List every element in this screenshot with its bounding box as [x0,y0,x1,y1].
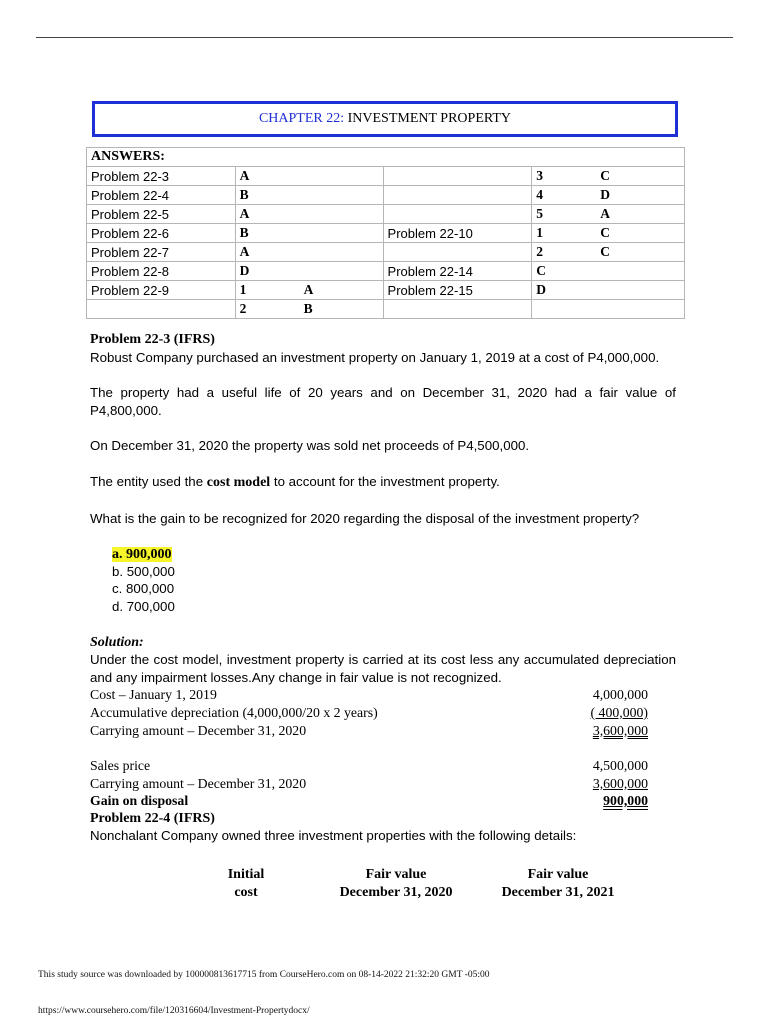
cell-text: Problem 22-6 [91,225,170,241]
column-header [488,866,628,902]
answers-cell [383,243,532,262]
answers-body [87,167,685,319]
answers-cell [235,243,383,262]
calc-label: Accumulative depreciation (4,000,000/20 x 2 years) [90,704,378,720]
answers-cell [87,186,236,205]
answers-cell [235,262,383,281]
calc-row [90,722,648,740]
cell-text: 2 [239,301,247,316]
problem-4-title: Problem 22-4 (IFRS) [90,810,215,826]
calc-label: Sales price [90,758,151,774]
cell-text: 4 [536,187,543,202]
download-notice: This study source was downloaded by 100000813617715 from CourseHero.com on 08-14-2022 21:32:20 GMT -05:00 [38,970,490,980]
cell-text: C [600,244,610,259]
answers-cell [383,167,532,186]
calc-row [90,757,648,775]
calc-amount: 3,600,000 [592,722,648,738]
document-body [90,331,676,845]
calc-row [90,704,648,722]
cell-text: Problem 22-9 [91,282,170,298]
cell-text: 1 [536,225,543,240]
answers-cell [383,205,532,224]
answers-cell [383,281,532,300]
calc-row [90,686,648,704]
problem-4-text: Nonchalant Company owned three investment properties with the following details: [90,828,577,844]
choices-list [90,545,676,615]
calc-label: Gain on disposal [90,793,189,809]
header-line: December 31, 2020 [339,885,453,900]
cell-text: A [239,244,250,259]
calc-label: Carrying amount – December 31, 2020 [90,775,307,791]
answers-cell [87,205,236,224]
cell-text: D [239,263,250,278]
choice-item: b. 500,000 [112,563,175,579]
cell-text: Problem 22-7 [91,244,170,260]
answers-row [87,300,685,319]
text-run: to account for the investment property. [270,473,500,489]
answers-cell [235,224,383,243]
cell-text: B [303,301,313,316]
cell-text: A [239,206,250,221]
cell-text: 5 [536,206,543,221]
calc-row [90,775,648,793]
answers-header: ANSWERS: [87,148,685,167]
calc-label: Carrying amount – December 31, 2020 [90,722,307,738]
answers-cell [532,167,685,186]
problem-3-paragraph: The property had a useful life of 20 years and on December 31, 2020 had a fair value of P4,800,000. [90,385,676,418]
cell-text: Problem 22-14 [387,263,473,279]
header-line: December 31, 2021 [501,885,615,900]
header-line: cost [234,885,258,900]
calc-row [90,792,648,810]
answers-cell [87,262,236,281]
header-line: Fair value [527,867,589,882]
calc-amount: 3,600,000 [592,775,648,791]
cell-text: A [239,168,250,183]
calc-amount: 4,000,000 [592,687,648,703]
problem-3-paragraph: On December 31, 2020 the property was sold net proceeds of P4,500,000. [90,438,530,454]
answers-row [87,186,685,205]
answers-cell [87,300,236,319]
choice-item: d. 700,000 [112,598,175,614]
solution-text: Under the cost model, investment property is carried at its cost less any accumulated depreciation and any impairment losses.Any change in fair value is not recognized. [90,652,676,685]
answers-row [87,243,685,262]
answers-row [87,224,685,243]
chapter-title: INVESTMENT PROPERTY [347,111,512,126]
answers-cell [235,300,383,319]
choice-correct: a. 900,000 [112,547,172,563]
cell-text: 2 [536,244,543,259]
problem-3-paragraph: Robust Company purchased an investment property on January 1, 2019 at a cost of P4,000,000. [90,349,660,365]
answers-cell [532,186,685,205]
column-header [326,866,466,902]
answers-row [87,205,685,224]
cell-text: Problem 22-5 [91,206,170,222]
answers-cell [235,281,383,300]
cell-text: Problem 22-15 [387,282,473,298]
column-header [196,866,296,902]
choice-item: c. 800,000 [112,581,175,597]
header-line: Initial [227,867,265,882]
answers-cell [532,262,685,281]
problem-3-paragraph [90,473,676,492]
answers-cell [87,167,236,186]
answers-cell [383,300,532,319]
cell-text: A [303,282,314,297]
answers-cell [532,243,685,262]
source-url[interactable]: https://www.coursehero.com/file/120316604/Investment-Propertydocx/ [38,1006,310,1016]
top-rule [36,37,733,38]
cell-text: A [600,206,610,221]
cell-text: D [536,282,546,297]
cell-text: C [600,225,610,240]
cell-text: D [600,187,610,202]
cell-text: B [239,225,249,240]
answers-cell [235,205,383,224]
answers-cell [87,243,236,262]
answers-cell [235,167,383,186]
cell-text: Problem 22-3 [91,168,170,184]
answers-cell [87,281,236,300]
answers-row [87,281,685,300]
calc-amount: ( 400,000) [590,704,648,720]
cell-text: Problem 22-4 [91,187,170,203]
calc-amount: 4,500,000 [592,758,648,774]
cell-text: B [239,187,249,202]
calc-amount: 900,000 [603,793,648,809]
cell-text: 3 [536,168,543,183]
cell-text: Problem 22-8 [91,263,170,279]
chapter-label: CHAPTER 22: [258,111,345,126]
cell-text: C [600,168,610,183]
answers-cell [532,205,685,224]
choice-item [90,545,676,563]
calc-label: Cost – January 1, 2019 [90,687,217,703]
text-run: The entity used the [90,473,207,489]
answers-row [87,262,685,281]
chapter-title-box [92,101,678,137]
answers-cell [235,186,383,205]
answers-cell [383,262,532,281]
answers-cell [532,224,685,243]
answers-row [87,167,685,186]
cell-text: 1 [239,282,247,297]
bold-run: cost model [206,474,271,490]
problem-3-question: What is the gain to be recognized for 2020 regarding the disposal of the investment property? [90,510,640,526]
answers-cell [383,224,532,243]
cell-text: C [536,263,546,278]
answers-cell [532,300,685,319]
cell-text: Problem 22-10 [387,225,473,241]
answers-cell [383,186,532,205]
header-line: Fair value [365,867,427,882]
solution-title: Solution: [90,634,144,650]
problem-3-title: Problem 22-3 (IFRS) [90,332,215,347]
answers-table [86,147,685,319]
answers-cell [87,224,236,243]
answers-cell [532,281,685,300]
answers-header-row [87,148,685,167]
